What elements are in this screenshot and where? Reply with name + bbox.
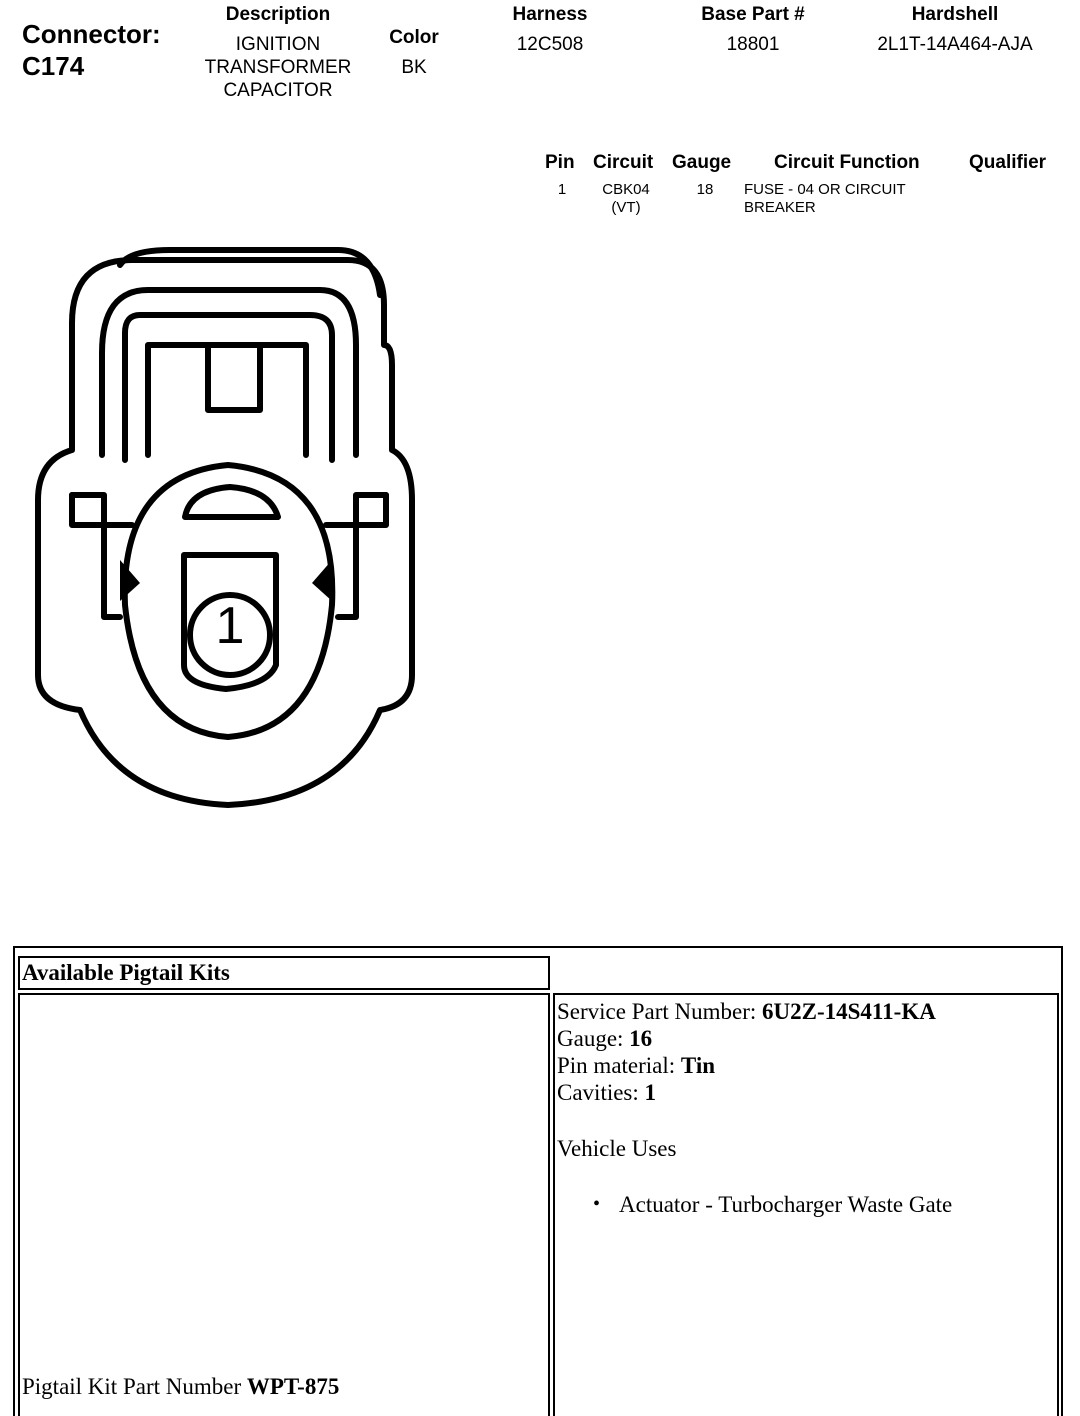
harness-header: Harness <box>512 4 588 25</box>
service-part-value: 6U2Z-14S411-KA <box>762 999 936 1024</box>
pigtail-kits-title: Available Pigtail Kits <box>22 960 230 985</box>
vehicle-use-item: • Actuator - Turbocharger Waste Gate <box>593 1191 1052 1218</box>
cavities-line <box>557 1079 1052 1106</box>
pin-material-label: Pin material: <box>557 1053 681 1078</box>
pin-number-cell: 1 <box>557 181 567 198</box>
base-part-header: Base Part # <box>701 4 805 25</box>
latch-tab <box>208 345 260 410</box>
circuit-column-header: Circuit <box>593 152 654 173</box>
gauge-value: 16 <box>629 1026 653 1051</box>
gauge-line <box>557 1025 1052 1052</box>
wing-right <box>338 495 386 617</box>
cavities-value: 1 <box>644 1080 657 1105</box>
lock-arrow-right <box>312 560 332 601</box>
description-value <box>188 33 368 102</box>
description-line: CAPACITOR <box>223 80 333 101</box>
description-line: IGNITION <box>235 34 321 55</box>
description-header: Description <box>225 4 331 25</box>
circuit-color: (VT) <box>611 199 641 216</box>
function-line: FUSE - 04 OR CIRCUIT <box>744 181 906 198</box>
kit-part-value: WPT-875 <box>246 1374 340 1399</box>
hardshell-header: Hardshell <box>911 4 999 25</box>
harness-value: 12C508 <box>516 34 584 55</box>
wing-left <box>72 495 120 617</box>
circuit-cell <box>590 181 662 217</box>
qualifier-column-header: Qualifier <box>969 152 1047 173</box>
description-line: TRANSFORMER <box>204 57 352 78</box>
connector-label-prefix: Connector: <box>22 19 161 49</box>
gauge-column-header: Gauge <box>672 152 732 173</box>
connector-face-diagram <box>20 245 440 820</box>
pin-1-label: 1 <box>215 597 245 655</box>
connector-id: C174 <box>22 51 85 81</box>
vehicle-uses-label: Vehicle Uses <box>557 1136 677 1161</box>
gauge-label: Gauge: <box>557 1026 630 1051</box>
function-cell <box>744 181 944 217</box>
cavities-label: Cavities: <box>557 1080 645 1105</box>
lock-arrow-left <box>120 560 140 601</box>
function-column-header: Circuit Function <box>774 152 920 173</box>
gauge-cell: 18 <box>696 181 714 198</box>
function-line: BREAKER <box>744 199 816 216</box>
connector-label <box>22 18 161 82</box>
pigtail-image-cell <box>18 993 550 1416</box>
hardshell-value: 2L1T-14A464-AJA <box>877 34 1033 55</box>
pin-material-line <box>557 1052 1052 1079</box>
pigtail-details <box>557 998 1052 1218</box>
color-header: Color <box>389 27 439 48</box>
circuit-code: CBK04 <box>602 181 650 198</box>
pigtail-kit-part-line <box>22 1373 339 1400</box>
service-part-label: Service Part Number: <box>557 999 763 1024</box>
pin-column-header: Pin <box>545 152 575 173</box>
base-part-value: 18801 <box>726 34 780 55</box>
latch-box-inner <box>148 345 306 455</box>
vehicle-uses-list <box>593 1191 1052 1218</box>
latch-box-outer <box>125 315 332 460</box>
color-value: BK <box>401 57 427 78</box>
service-part-line <box>557 998 1052 1025</box>
kit-part-label: Pigtail Kit Part Number <box>22 1374 247 1399</box>
pin-material-value: Tin <box>680 1053 716 1078</box>
keying-dome <box>185 487 278 517</box>
